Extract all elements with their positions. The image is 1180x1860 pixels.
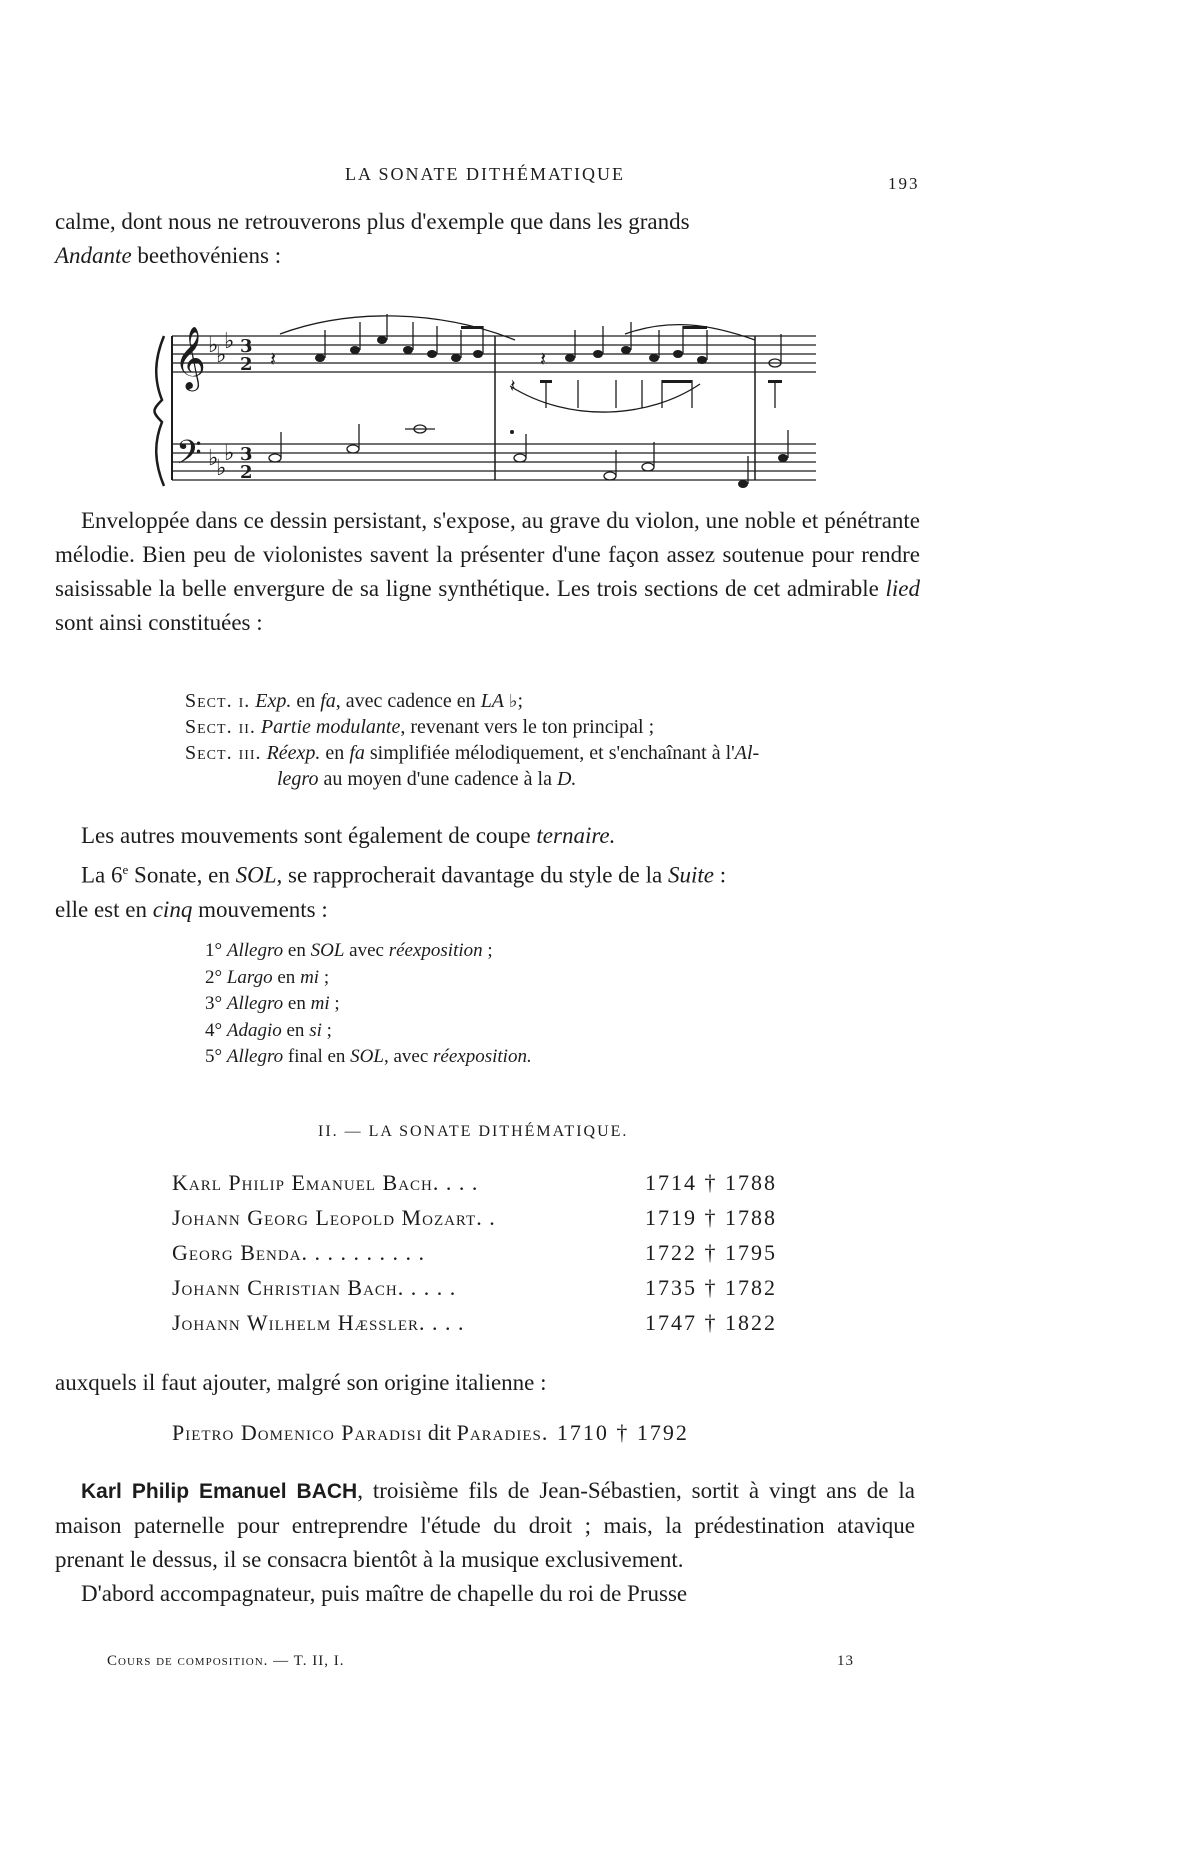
svg-text:♭: ♭ [216,456,227,481]
page-number: 193 [888,174,920,193]
paragraph-5: D'abord accompagnateur, puis maître de chapelle du roi de Prusse [81,1581,688,1606]
composer-row: Georg Benda. . . . . . . . . . 1722 † 1795 [172,1240,777,1265]
svg-text:3: 3 [240,336,253,357]
intro-block [55,205,915,273]
section-1: Sect. i. Exp. en fa, avec cadence en LA ♭; [185,690,524,712]
paragraph-3-cont: elle est en cinq mouvements : [55,896,328,922]
movement-item: 1° Allegro en SOL avec réexposition ; [205,940,493,961]
movement-item: 2° Largo en mi ; [205,966,330,988]
intro-line-2: Andante beethovéniens : [55,243,282,268]
svg-text:2: 2 [240,462,253,483]
composer-row: Johann Wilhelm Hæssler. . . . 1747 † 1822 [172,1310,777,1335]
section-3-cont: legro au moyen d'une cadence à la D. [277,768,577,790]
svg-text:2: 2 [240,354,253,375]
composers-list [172,1170,812,1345]
svg-text:♭: ♭ [224,441,235,466]
sections-list [185,688,925,792]
section-3: Sect. iii. Réexp. en fa simplifiée mélodiquement, et s'enchaînant à l'Al- [185,742,760,764]
section-2: Sect. ii. Partie modulante, revenant vers le ton principal ; [185,716,655,738]
paragraph-2-3 [55,819,925,927]
paragraph-1: Enveloppée dans ce dessin persistant, s'expose, au grave du violon, une noble et pénétrante mélodie. Bien peu de violonistes savent la présenter d'une façon assez soutenue pour rendre saisissable la belle envergure de sa ligne synthétique. Les trois sections de cet admirable lied sont ainsi constituées : [55,508,920,635]
footer-left: Cours de composition. — T. II, I. [107,1653,345,1669]
svg-text:♭: ♭ [208,446,219,471]
svg-text:𝄽: 𝄽 [540,347,547,371]
composer-row: Johann Georg Leopold Mozart. . 1719 † 1788 [172,1205,777,1230]
paradisi-line: Pietro Domenico Paradisi dit Paradies. 1710 † 1792 [172,1420,689,1445]
paragraph-4: Karl Philip Emanuel BACH, troisième fils de Jean-Sébastien, sortit à vingt ans de la maison paternelle pour entreprendre l'étude du droit ; mais, la prédestination atavique prenant le dessus, il se consacra bientôt à la musique exclusivement. D'abord accompagnateur, puis maître de chapelle du roi de Prusse [55,1474,915,1611]
header-title: LA SONATE DITHÉMATIQUE [345,164,625,184]
svg-text:♭: ♭ [216,343,227,368]
movements-list [205,940,905,1073]
section-heading: II. — LA SONATE DITHÉMATIQUE. [318,1123,629,1140]
composer-row: Johann Christian Bach. . . . . 1735 † 1782 [172,1275,777,1300]
auxquels-line: auxquels il faut ajouter, malgré son origine italienne : [55,1370,547,1395]
footer-signature: 13 [837,1653,854,1669]
paragraph-2: Les autres mouvements sont également de coupe ternaire. [81,823,616,848]
paragraph-3: La 6e Sonate, en SOL, se rapprocherait davantage du style de la Suite : [81,862,727,888]
svg-text:𝄞: 𝄞 [174,326,206,389]
svg-text:𝄢: 𝄢 [176,434,202,480]
movement-item: 3° Allegro en mi ; [205,993,340,1014]
footer [107,1653,867,1670]
movement-item: 4° Adagio en si ; [205,1019,332,1041]
svg-text:3: 3 [240,444,253,465]
bold-name: Karl Philip Emanuel BACH [81,1480,358,1503]
svg-text:♭: ♭ [224,329,235,354]
intro-line: calme, dont nous ne retrouverons plus d'exemple que dans les grands [55,209,690,234]
svg-text:♭: ♭ [208,333,219,358]
music-example [150,300,820,495]
movement-item: 5° Allegro final en SOL, avec réexposition. [205,1046,532,1067]
svg-text:𝄽: 𝄽 [510,376,516,397]
svg-text:𝄽: 𝄽 [270,347,277,371]
musical-score-illustration [150,300,820,490]
composer-row: Karl Philip Emanuel Bach. . . . 1714 † 1788 [172,1170,777,1195]
